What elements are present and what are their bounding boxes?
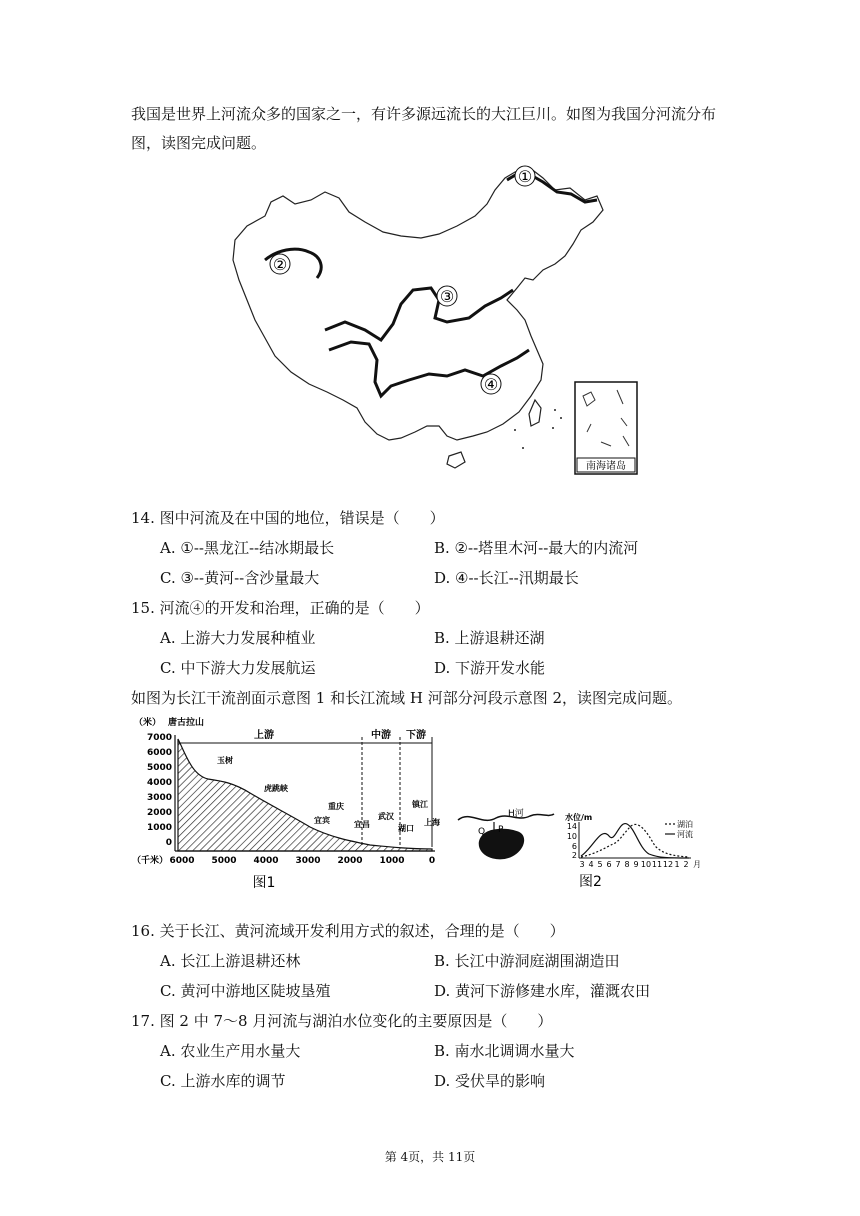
h-river-label-h: H河 [508, 809, 524, 819]
map-label-1: ① [517, 167, 533, 186]
place-label: 湖口 [398, 824, 414, 833]
fig1-x-tick: 0 [428, 856, 436, 866]
fig2-y-tick: 10 [566, 832, 577, 841]
q16-option-a[interactable]: A. 长江上游退耕还林 [160, 952, 301, 970]
fig2-x-tick: 8 [624, 860, 630, 869]
q14-option-a[interactable]: A. ①--黑龙江--结冰期最长 [160, 539, 335, 557]
fig2-x-tick: 3 [579, 860, 585, 869]
fig2-legend-lake: 湖泊 [677, 820, 693, 829]
fig1-x-tick: 1000 [379, 856, 405, 866]
page-footer: 第 4页，共 11页 [384, 1150, 476, 1164]
place-label: 武汉 [378, 812, 394, 821]
q16-option-b[interactable]: B. 长江中游洞庭湖围湖造田 [434, 952, 620, 970]
fig2-y-tick: 6 [571, 842, 577, 851]
fig1-x-tick: 5000 [211, 856, 237, 866]
fig2-x-tick: 4 [588, 860, 594, 869]
fig1-x-tick: 2000 [337, 856, 363, 866]
fig2-y-tick: 14 [566, 822, 577, 831]
fig1-segment-middle: 中游 [371, 730, 391, 741]
h-river-label-q: Q [478, 827, 486, 837]
question-16: 16. 关于长江、黄河流域开发利用方式的叙述，合理的是（ ） [131, 922, 565, 940]
place-label: 宜宾 [314, 816, 330, 825]
fig1-caption: 图1 [252, 875, 276, 891]
intro-paragraph-1: 我国是世界上河流众多的国家之一，有许多源远流长的大江巨川。如图为我国分河流分布图，读图完成问题。 [131, 105, 717, 152]
fig1-x-tick: 3000 [295, 856, 321, 866]
place-label: 重庆 [328, 802, 344, 811]
h-river-label-p: P [498, 825, 504, 835]
q15-option-c[interactable]: C. 中下游大力发展航运 [160, 659, 316, 677]
fig1-x-tick: 6000 [169, 856, 195, 866]
fig2-caption: 图2 [579, 874, 602, 890]
place-label: 镇江 [412, 800, 428, 809]
taiwan-island [529, 400, 541, 426]
fig2-x-unit: 月 [693, 860, 701, 869]
place-label: 虎跳峡 [264, 784, 288, 793]
map-label-3: ③ [439, 287, 455, 306]
fig2-x-tick: 11 [651, 860, 663, 869]
water-level-chart [565, 812, 720, 892]
china-river-map [225, 160, 645, 485]
map-label-2: ② [272, 255, 288, 274]
fig1-y-tick: 7000 [146, 733, 172, 743]
china-outline [233, 168, 603, 440]
place-label: 玉树 [217, 756, 233, 765]
q17-option-b[interactable]: B. 南水北调调水量大 [434, 1042, 575, 1060]
lake-water-level-line [581, 824, 689, 857]
fig1-y-tick: 1000 [146, 823, 172, 833]
fig2-y-label: 水位/m [565, 813, 593, 822]
place-label: 上海 [424, 818, 440, 827]
fig2-x-tick: 2 [683, 860, 689, 869]
fig1-y-tick: 5000 [146, 763, 172, 773]
fig2-x-tick: 5 [597, 860, 603, 869]
q14-option-d[interactable]: D. ④--长江--汛期最长 [434, 569, 579, 587]
map-label-4: ④ [483, 375, 499, 394]
fig1-y-tick: 3000 [146, 793, 172, 803]
fig2-x-tick: 6 [606, 860, 612, 869]
h-river-sketch [456, 800, 556, 870]
fig1-source-label: 唐古拉山 [168, 718, 205, 728]
q15-option-d[interactable]: D. 下游开发水能 [434, 659, 546, 677]
fig1-segment-lower: 下游 [406, 730, 426, 741]
q15-option-a[interactable]: A. 上游大力发展种植业 [160, 629, 316, 647]
hainan-island [447, 452, 465, 468]
fig2-x-tick: 1 [674, 860, 680, 869]
fig1-x-tick: 4000 [253, 856, 279, 866]
fig2-x-tick: 9 [633, 860, 639, 869]
fig2-x-tick: 12 [662, 860, 674, 869]
river-water-level-line [581, 824, 689, 858]
q15-option-b[interactable]: B. 上游退耕还湖 [434, 629, 545, 647]
fig1-y-tick: 2000 [146, 808, 172, 818]
fig2-y-tick: 2 [571, 851, 577, 860]
intro-paragraph-2: 如图为长江干流剖面示意图 1 和长江流域 H 河部分河段示意图 2，读图完成问题。 [131, 689, 683, 707]
q14-option-b[interactable]: B. ②--塔里木河--最大的内流河 [434, 539, 639, 557]
question-15: 15. 河流④的开发和治理，正确的是（ ） [131, 599, 430, 617]
inset-label: 南海诸岛 [586, 461, 626, 472]
q17-option-c[interactable]: C. 上游水库的调节 [160, 1072, 286, 1090]
fig1-y-tick: 6000 [146, 748, 172, 758]
q16-option-c[interactable]: C. 黄河中游地区陡坡垦殖 [160, 982, 331, 1000]
fig1-x-unit: （千米） [132, 856, 169, 866]
q17-option-d[interactable]: D. 受伏旱的影响 [434, 1072, 546, 1090]
fig1-y-unit: （米） [134, 718, 162, 728]
fig1-y-tick: 4000 [146, 778, 172, 788]
question-17: 17. 图 2 中 7～8 月河流与湖泊水位变化的主要原因是（ ） [131, 1012, 553, 1030]
fig2-x-tick: 10 [640, 860, 652, 869]
yangtze-profile-figure [130, 715, 440, 895]
question-14: 14. 图中河流及在中国的地位，错误是（ ） [131, 509, 445, 527]
river-3-yellow [325, 288, 513, 340]
fig1-y-tick: 0 [165, 838, 172, 848]
q17-option-a[interactable]: A. 农业生产用水量大 [160, 1042, 301, 1060]
fig1-segment-upper: 上游 [254, 730, 274, 741]
q16-option-d[interactable]: D. 黄河下游修建水库，灌溉农田 [434, 982, 651, 1000]
fig2-legend-river: 河流 [677, 830, 693, 839]
fig2-x-tick: 7 [615, 860, 621, 869]
place-label: 宜昌 [354, 820, 370, 829]
q14-option-c[interactable]: C. ③--黄河--含沙量最大 [160, 569, 320, 587]
